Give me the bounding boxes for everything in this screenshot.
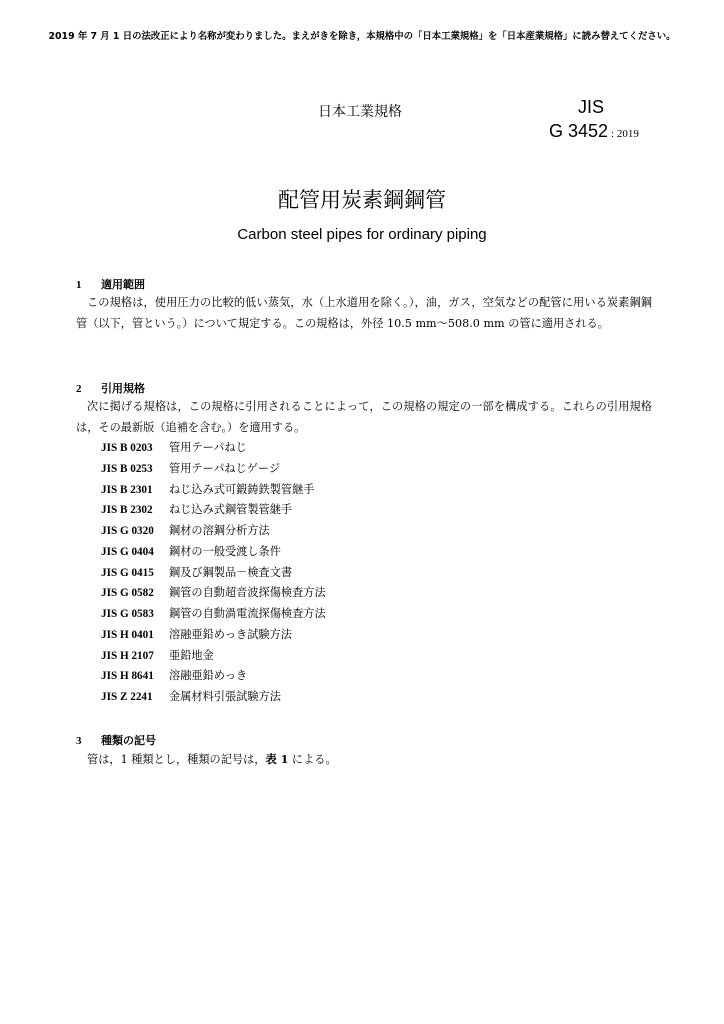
reference-name: ねじ込み式鋼管製管継手 xyxy=(169,503,293,517)
reference-code: JIS B 2301 xyxy=(101,483,153,496)
reference-name: 鋼材の一般受渡し条件 xyxy=(169,544,281,558)
reference-item xyxy=(101,604,326,625)
reference-code: JIS G 0404 xyxy=(101,545,154,558)
reference-name: 金属材料引張試験方法 xyxy=(169,690,281,703)
reference-item xyxy=(101,500,326,521)
reference-code: JIS B 0203 xyxy=(101,442,153,454)
section-3-text-end: による。 xyxy=(288,753,337,766)
standard-number: G 3452 xyxy=(549,121,609,141)
reference-code: JIS H 0401 xyxy=(101,628,154,641)
reference-name: 溶融亜鉛めっき試験方法 xyxy=(169,627,292,641)
section-number: 2 xyxy=(76,383,82,395)
section-3-text-start: 管は，1 種類とし，種類の記号は， xyxy=(87,753,266,766)
reference-code: JIS H 8641 xyxy=(101,670,154,683)
reference-item xyxy=(101,542,326,563)
section-title: 種類の記号 xyxy=(101,734,156,747)
reference-name: 管用テーパねじ xyxy=(169,441,247,454)
section-1-heading xyxy=(76,276,145,292)
reference-name: 鋼及び鋼製品－検査文書 xyxy=(169,565,293,579)
reference-code: JIS G 0583 xyxy=(101,608,154,620)
reference-name: 管用テーパねじゲージ xyxy=(169,461,281,475)
document-title-en: Carbon steel pipes for ordinary piping xyxy=(237,226,487,243)
reference-code: JIS Z 2241 xyxy=(101,691,153,703)
normative-references-list xyxy=(101,438,326,708)
reference-item xyxy=(101,459,326,480)
reference-item xyxy=(101,625,326,646)
reference-code: JIS B 2302 xyxy=(101,504,153,517)
section-2-text: 次に掲げる規格は，この規格に引用されることによって，この規格の規定の一部を構成する。これらの引用規格は，その最新版（追補を含む。）を適用する。 xyxy=(76,400,652,434)
reference-item xyxy=(101,583,326,604)
standard-year: : 2019 xyxy=(611,128,639,140)
standard-number-line xyxy=(549,121,639,142)
section-number: 1 xyxy=(76,279,82,291)
reference-item xyxy=(101,521,326,542)
reference-item xyxy=(101,563,326,584)
reference-item xyxy=(101,666,326,687)
reference-name: 亜鉛地金 xyxy=(169,648,214,662)
reference-name: 溶融亜鉛めっき xyxy=(169,669,248,683)
reference-item xyxy=(101,646,326,667)
reference-item xyxy=(101,480,326,501)
reference-item xyxy=(101,687,326,708)
section-title: 適用範囲 xyxy=(101,278,145,291)
reference-code: JIS G 0320 xyxy=(101,525,154,537)
reference-name: 鋼管の自動超音波探傷検査方法 xyxy=(169,586,326,600)
reference-name: 鋼管の自動渦電流探傷検査方法 xyxy=(169,607,326,620)
section-title: 引用規格 xyxy=(101,382,145,395)
reference-item xyxy=(101,438,326,459)
reference-code: JIS G 0582 xyxy=(101,587,154,600)
reference-code: JIS B 0253 xyxy=(101,462,153,475)
table-1-reference[interactable]: 表 1 xyxy=(265,752,289,766)
reference-code: JIS H 2107 xyxy=(101,649,154,662)
reference-name: ねじ込み式可鍛鋳鉄製管継手 xyxy=(169,482,315,496)
document-title-ja: 配管用炭素鋼鋼管 xyxy=(278,188,446,212)
section-number: 3 xyxy=(76,735,82,747)
section-2-heading xyxy=(76,380,145,396)
section-1-text: この規格は，使用圧力の比較的低い蒸気，水（上水道用を除く。），油，ガス，空気などの配管に用いる炭素鋼鋼管（以下，管という。）について規定する。この規格は，外径 10.5 mm～508.0 mm の管に適用される。 xyxy=(76,296,652,330)
name-change-notice: 2019 年 7 月 1 日の法改正により名称が変わりました。まえがきを除き，本規格中の「日本工業規格」を「日本産業規格」に読み替えてください。 xyxy=(48,31,676,42)
reference-code: JIS G 0415 xyxy=(101,566,154,579)
reference-name: 鋼材の溶鋼分析方法 xyxy=(169,524,270,537)
standard-category: 日本工業規格 xyxy=(318,104,402,120)
section-3-heading xyxy=(76,732,156,748)
section-3-text xyxy=(87,749,337,770)
jis-label: JIS xyxy=(578,97,605,117)
